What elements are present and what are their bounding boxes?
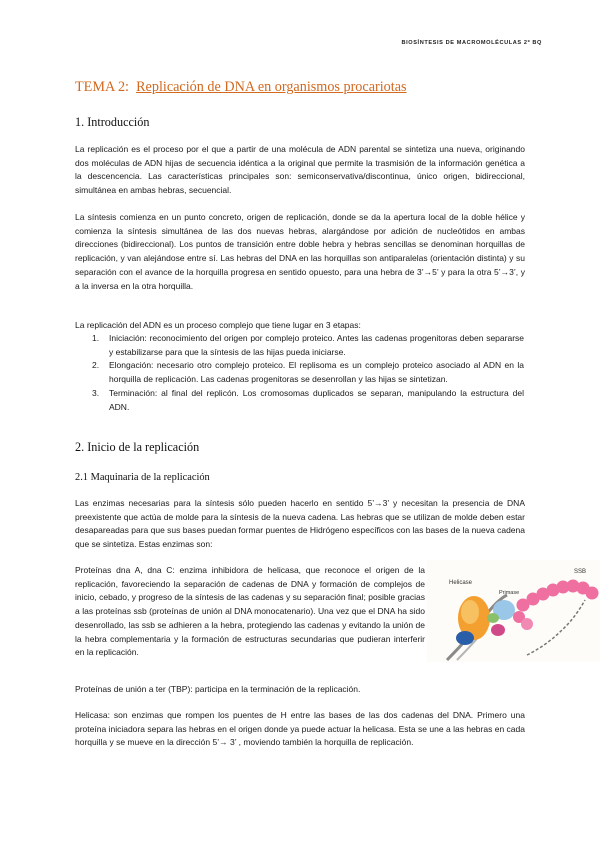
title-prefix: TEMA 2: — [75, 79, 129, 95]
intro-paragraph-2: La síntesis comienza en un punto concreto, origen de replicación, donde se da la apertura local de la doble hélice y comienza la síntesis simultánea de las dos nuevas hebras, alargándose por adición de nucleótidos en ambas direcciones (bidireccional). Los puntos de transición entre doble hebra y hebras sencillas se denominan horquillas de replicación, y van alejándose entre sí. Las hebras del DNA en las horquillas son antiparalelas (orientación distinta) y su separación con el avance de la horquilla progresa en sentido opuesto, para una hebra de 3’→5’ y para la otra 5’→3’, y a la inversa en la otra horquilla. — [75, 212, 525, 291]
list-item-number: 3. — [92, 387, 100, 398]
section-2-1-heading: 2.1 Maquinaria de la replicación — [75, 472, 210, 483]
list-item-text: Elongación: necesario otro complejo proteico. El replisoma es un complejo proteico asociado al ADN en la horquilla de replicación. Las cadenas progenitoras se desenrollan y las hijas se sintetizan. — [109, 360, 524, 385]
intro-paragraph-3: La replicación del ADN es un proceso complejo que tiene lugar en 3 etapas: — [75, 320, 361, 330]
list-item — [92, 387, 524, 414]
machinery-paragraph: Las enzimas necesarias para la síntesis sólo pueden hacerlo en sentido 5’→3’ y necesitan la presencia de DNA preexistente que actúa de molde para la síntesis de la nueva cadena. Las hebras que se utilizan de molde deben estar desapareadas para que sus bases puedan formar puentes de Hidrógeno específicos con las bases de la nueva cadena que se sintetiza. Estas enzimas son: — [75, 498, 525, 550]
ssb-label: SSB — [574, 569, 587, 575]
section-2-heading: 2. Inicio de la replicación — [75, 440, 200, 454]
list-item — [92, 332, 524, 359]
intro-paragraph-1: La replicación es el proceso por el que a partir de una molécula de ADN parental se sintetiza una nueva, originando dos moléculas de ADN hijas de secuencia idéntica a la original que permite la trasmisión de la información genética a la descencencia. Las características principales son: semiconservativa/discontinua, único origen, bidireccional, simultánea en ambas hebras, secuencial. — [75, 144, 525, 196]
section-1-heading: 1. Introducción — [75, 115, 150, 129]
dna-proteins-paragraph: Proteínas dna A, dna C: enzima inhibidora de helicasa, que reconoce el origen de la replicación, favoreciendo la separación de cadenas de DNA y formación de complejos de inicio, cebado, y progreso de la síntesis de las cadenas y su separación final; posible gracias a las proteínas ssb (proteínas de unión al DNA monocatenario). Una vez que el DNA ha sido desenrollado, las ssb se adhieren a la hebra, protegiendo las cadenas y evitando la unión de la hebra complementaria y la formación de estructuras secundarias que pudieran interferir en la replicación. — [75, 565, 425, 658]
tbp-paragraph: Proteínas de unión a ter (TBP): participa en la terminación de la replicación. — [75, 684, 361, 694]
list-item — [92, 359, 524, 386]
list-item-text: Terminación: al final del replicón. Los cromosomas duplicados se separan, manipulando la estructura del ADN. — [109, 387, 524, 412]
list-item-number: 1. — [92, 333, 100, 343]
title-link[interactable]: Replicación de DNA en organismos procariotas — [136, 79, 407, 95]
replication-fork-figure — [427, 560, 600, 662]
helicase-label: Helicase — [449, 580, 473, 586]
list-item-text: Iniciación: reconocimiento del origen por complejo proteico. Antes las cadenas progenitoras deben separarse y estabilizarse para que la síntesis de las hijas pueda iniciarse. — [109, 333, 524, 357]
page-title — [75, 79, 407, 96]
helicase-paragraph: Helicasa: son enzimas que rompen los puentes de H entre las bases de las dos cadenas del DNA. Primero una proteína iniciadora separa las hebras en el origen donde ya puede actuar la helicasa. Esta se une a las hebras en cada horquilla y se mueve en la dirección 5’→ 3’ , moviendo también la horquilla de replicación. — [75, 710, 525, 748]
list-item-number: 2. — [92, 360, 100, 371]
course-tag: BIOSÍNTESIS DE MACROMOLÉCULAS 2º BQ — [401, 40, 542, 46]
replication-steps-list — [92, 332, 524, 414]
primase-label: Primase — [499, 590, 520, 596]
